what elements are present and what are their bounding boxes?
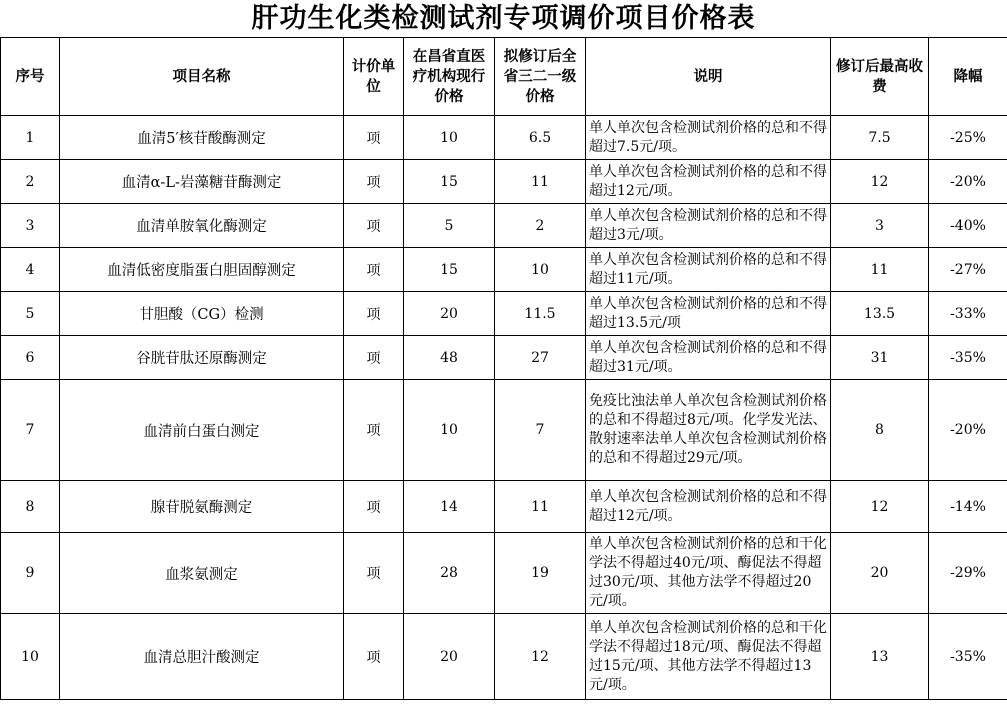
table-row bbox=[1, 248, 1007, 292]
cell-proposed-price: 2 bbox=[495, 204, 586, 248]
cell-proposed-price: 10 bbox=[495, 248, 586, 292]
cell-description: 单人单次包含检测试剂价格的总和不得超过3元/项。 bbox=[586, 204, 831, 248]
cell-max-price: 12 bbox=[831, 160, 929, 204]
cell-current-price: 20 bbox=[404, 292, 495, 336]
cell-drop: -33% bbox=[929, 292, 1007, 336]
table-header-row bbox=[1, 38, 1007, 116]
header-current-price: 在昌省直医疗机构现行价格 bbox=[404, 38, 495, 116]
cell-description: 单人单次包含检测试剂价格的总和不得超过31元/项。 bbox=[586, 336, 831, 380]
cell-unit: 项 bbox=[344, 292, 404, 336]
cell-max-price: 11 bbox=[831, 248, 929, 292]
cell-unit: 项 bbox=[344, 160, 404, 204]
cell-max-price: 13.5 bbox=[831, 292, 929, 336]
cell-unit: 项 bbox=[344, 116, 404, 160]
cell-description: 单人单次包含检测试剂价格的总和干化学法不得超过18元/项、酶促法不得超过15元/项、其他方法学不得超过13元/项。 bbox=[586, 614, 831, 700]
cell-current-price: 48 bbox=[404, 336, 495, 380]
cell-description: 单人单次包含检测试剂价格的总和不得超过12元/项。 bbox=[586, 160, 831, 204]
cell-description: 单人单次包含检测试剂价格的总和不得超过11元/项。 bbox=[586, 248, 831, 292]
cell-seq: 3 bbox=[1, 204, 60, 248]
table-row bbox=[1, 160, 1007, 204]
cell-description: 免疫比浊法单人单次包含检测试剂价格的总和不得超过8元/项。化学发光法、散射速率法单人单次包含检测试剂价格的总和不得超过29元/项。 bbox=[586, 380, 831, 481]
cell-unit: 项 bbox=[344, 336, 404, 380]
cell-drop: -20% bbox=[929, 380, 1007, 481]
table-row bbox=[1, 336, 1007, 380]
cell-description: 单人单次包含检测试剂价格的总和干化学法不得超过40元/项、酶促法不得超过30元/项、其他方法学不得超过20元/项。 bbox=[586, 533, 831, 614]
header-drop: 降幅 bbox=[929, 38, 1007, 116]
cell-seq: 2 bbox=[1, 160, 60, 204]
cell-seq: 7 bbox=[1, 380, 60, 481]
header-proposed-price: 拟修订后全省三二一级价格 bbox=[495, 38, 586, 116]
sheet-title: 肝功生化类检测试剂专项调价项目价格表 bbox=[251, 3, 756, 34]
cell-name: 血浆氨测定 bbox=[60, 533, 344, 614]
table-row bbox=[1, 481, 1007, 533]
cell-current-price: 20 bbox=[404, 614, 495, 700]
cell-name: 血清单胺氧化酶测定 bbox=[60, 204, 344, 248]
cell-unit: 项 bbox=[344, 248, 404, 292]
cell-name: 血清总胆汁酸测定 bbox=[60, 614, 344, 700]
cell-current-price: 15 bbox=[404, 160, 495, 204]
cell-proposed-price: 11 bbox=[495, 160, 586, 204]
cell-unit: 项 bbox=[344, 204, 404, 248]
header-max-price: 修订后最高收费 bbox=[831, 38, 929, 116]
cell-seq: 6 bbox=[1, 336, 60, 380]
table-row bbox=[1, 614, 1007, 700]
header-unit: 计价单位 bbox=[344, 38, 404, 116]
cell-name: 谷胱苷肽还原酶测定 bbox=[60, 336, 344, 380]
price-table bbox=[0, 37, 1007, 700]
table-row bbox=[1, 292, 1007, 336]
cell-max-price: 20 bbox=[831, 533, 929, 614]
cell-description: 单人单次包含检测试剂价格的总和不得超过7.5元/项。 bbox=[586, 116, 831, 160]
cell-drop: -29% bbox=[929, 533, 1007, 614]
cell-drop: -40% bbox=[929, 204, 1007, 248]
cell-drop: -27% bbox=[929, 248, 1007, 292]
cell-proposed-price: 12 bbox=[495, 614, 586, 700]
cell-drop: -35% bbox=[929, 614, 1007, 700]
cell-seq: 5 bbox=[1, 292, 60, 336]
cell-max-price: 12 bbox=[831, 481, 929, 533]
cell-proposed-price: 27 bbox=[495, 336, 586, 380]
cell-name: 甘胆酸（CG）检测 bbox=[60, 292, 344, 336]
header-name: 项目名称 bbox=[60, 38, 344, 116]
cell-proposed-price: 7 bbox=[495, 380, 586, 481]
cell-max-price: 3 bbox=[831, 204, 929, 248]
cell-current-price: 10 bbox=[404, 380, 495, 481]
cell-seq: 9 bbox=[1, 533, 60, 614]
cell-description: 单人单次包含检测试剂价格的总和不得超过13.5元/项 bbox=[586, 292, 831, 336]
header-seq: 序号 bbox=[1, 38, 60, 116]
cell-seq: 1 bbox=[1, 116, 60, 160]
table-row bbox=[1, 116, 1007, 160]
cell-drop: -20% bbox=[929, 160, 1007, 204]
cell-description: 单人单次包含检测试剂价格的总和不得超过12元/项。 bbox=[586, 481, 831, 533]
cell-unit: 项 bbox=[344, 533, 404, 614]
cell-proposed-price: 11 bbox=[495, 481, 586, 533]
cell-unit: 项 bbox=[344, 481, 404, 533]
cell-proposed-price: 19 bbox=[495, 533, 586, 614]
cell-seq: 4 bbox=[1, 248, 60, 292]
cell-unit: 项 bbox=[344, 614, 404, 700]
cell-max-price: 31 bbox=[831, 336, 929, 380]
cell-unit: 项 bbox=[344, 380, 404, 481]
cell-current-price: 10 bbox=[404, 116, 495, 160]
cell-current-price: 28 bbox=[404, 533, 495, 614]
cell-drop: -14% bbox=[929, 481, 1007, 533]
cell-seq: 8 bbox=[1, 481, 60, 533]
cell-name: 血清低密度脂蛋白胆固醇测定 bbox=[60, 248, 344, 292]
cell-current-price: 14 bbox=[404, 481, 495, 533]
cell-seq: 10 bbox=[1, 614, 60, 700]
cell-name: 腺苷脱氨酶测定 bbox=[60, 481, 344, 533]
cell-proposed-price: 11.5 bbox=[495, 292, 586, 336]
cell-name: 血清前白蛋白测定 bbox=[60, 380, 344, 481]
cell-max-price: 8 bbox=[831, 380, 929, 481]
cell-current-price: 5 bbox=[404, 204, 495, 248]
cell-drop: -35% bbox=[929, 336, 1007, 380]
cell-drop: -25% bbox=[929, 116, 1007, 160]
cell-name: 血清α-L-岩藻糖苷酶测定 bbox=[60, 160, 344, 204]
cell-name: 血清5′核苷酸酶测定 bbox=[60, 116, 344, 160]
cell-max-price: 7.5 bbox=[831, 116, 929, 160]
header-description: 说明 bbox=[586, 38, 831, 116]
cell-proposed-price: 6.5 bbox=[495, 116, 586, 160]
cell-max-price: 13 bbox=[831, 614, 929, 700]
cell-current-price: 15 bbox=[404, 248, 495, 292]
table-row bbox=[1, 204, 1007, 248]
table-row bbox=[1, 533, 1007, 614]
table-row bbox=[1, 380, 1007, 481]
